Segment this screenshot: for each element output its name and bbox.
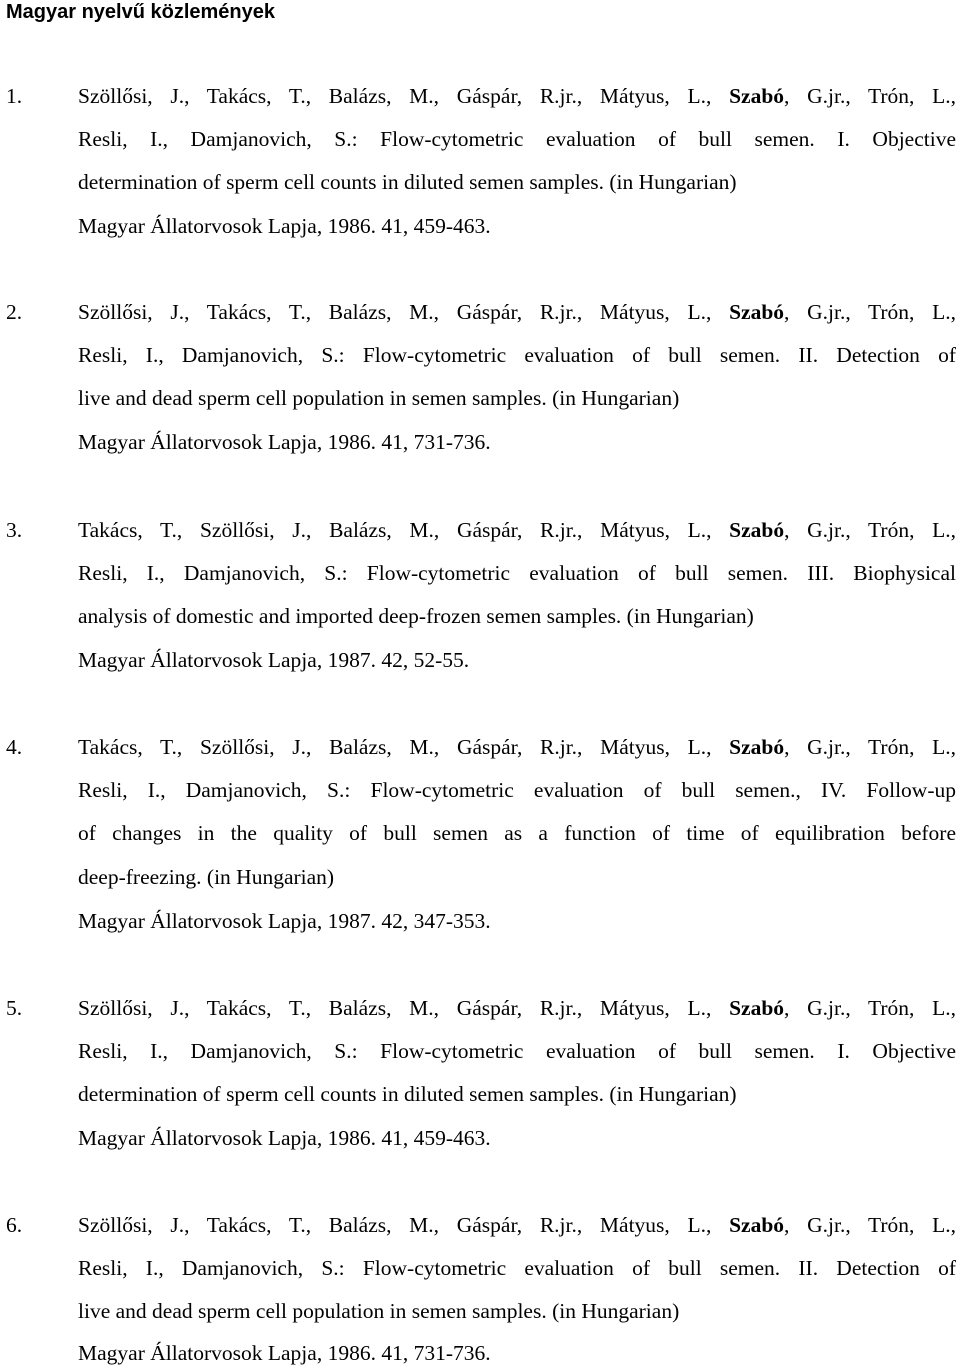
reference-number: 1. xyxy=(6,84,23,108)
reference-title-line: Resli, I., Damjanovich, S.: Flow-cytometric evaluation of bull semen. I. Objective xyxy=(78,1039,956,1063)
reference-journal: Magyar Állatorvosok Lapja, 1987. 42, 347-353. xyxy=(78,909,491,933)
reference-title-line: Resli, I., Damjanovich, S.: Flow-cytometric evaluation of bull semen. II. Detection of xyxy=(78,1256,956,1280)
reference-journal: Magyar Állatorvosok Lapja, 1986. 41, 459-463. xyxy=(78,214,491,238)
reference-authors: Szöllősi, J., Takács, T., Balázs, M., Gáspár, R.jr., Mátyus, L., Szabó, G.jr., Trón, L., xyxy=(78,996,956,1020)
reference-number: 3. xyxy=(6,518,23,542)
reference-title-line: live and dead sperm cell population in semen samples. (in Hungarian) xyxy=(78,386,680,410)
reference-title-line: determination of sperm cell counts in diluted semen samples. (in Hungarian) xyxy=(78,1082,737,1106)
reference-authors: Takács, T., Szöllősi, J., Balázs, M., Gáspár, R.jr., Mátyus, L., Szabó, G.jr., Trón, L., xyxy=(78,735,956,759)
highlighted-author: Szabó xyxy=(729,518,785,542)
reference-journal: Magyar Állatorvosok Lapja, 1986. 41, 731-736. xyxy=(78,1341,491,1365)
highlighted-author: Szabó xyxy=(729,84,785,108)
reference-number: 6. xyxy=(6,1213,23,1237)
reference-number: 4. xyxy=(6,735,23,759)
reference-title-line: deep-freezing. (in Hungarian) xyxy=(78,865,335,889)
reference-number: 5. xyxy=(6,996,23,1020)
reference-title-line: Resli, I., Damjanovich, S.: Flow-cytometric evaluation of bull semen. III. Biophysical xyxy=(78,561,956,585)
reference-authors: Szöllősi, J., Takács, T., Balázs, M., Gáspár, R.jr., Mátyus, L., Szabó, G.jr., Trón, L., xyxy=(78,84,956,108)
reference-journal: Magyar Állatorvosok Lapja, 1987. 42, 52-55. xyxy=(78,648,470,672)
reference-authors: Szöllősi, J., Takács, T., Balázs, M., Gáspár, R.jr., Mátyus, L., Szabó, G.jr., Trón, L., xyxy=(78,1213,956,1237)
reference-title-line: of changes in the quality of bull semen as a function of time of equilibration before xyxy=(78,821,956,845)
reference-authors: Szöllősi, J., Takács, T., Balázs, M., Gáspár, R.jr., Mátyus, L., Szabó, G.jr., Trón, L., xyxy=(78,300,956,324)
reference-title-line: analysis of domestic and imported deep-frozen semen samples. (in Hungarian) xyxy=(78,604,754,628)
reference-title-line: determination of sperm cell counts in diluted semen samples. (in Hungarian) xyxy=(78,170,737,194)
reference-authors: Takács, T., Szöllősi, J., Balázs, M., Gáspár, R.jr., Mátyus, L., Szabó, G.jr., Trón, L., xyxy=(78,518,956,542)
highlighted-author: Szabó xyxy=(729,735,785,759)
reference-title-line: live and dead sperm cell population in semen samples. (in Hungarian) xyxy=(78,1299,680,1323)
reference-number: 2. xyxy=(6,300,23,324)
highlighted-author: Szabó xyxy=(729,1213,785,1237)
reference-title-line: Resli, I., Damjanovich, S.: Flow-cytometric evaluation of bull semen., IV. Follow-up xyxy=(78,778,956,802)
highlighted-author: Szabó xyxy=(729,300,785,324)
section-heading: Magyar nyelvű közlemények xyxy=(6,1,276,23)
reference-journal: Magyar Állatorvosok Lapja, 1986. 41, 459-463. xyxy=(78,1126,491,1150)
reference-title-line: Resli, I., Damjanovich, S.: Flow-cytometric evaluation of bull semen. II. Detection of xyxy=(78,343,956,367)
reference-title-line: Resli, I., Damjanovich, S.: Flow-cytometric evaluation of bull semen. I. Objective xyxy=(78,127,956,151)
highlighted-author: Szabó xyxy=(729,996,785,1020)
reference-journal: Magyar Állatorvosok Lapja, 1986. 41, 731-736. xyxy=(78,430,491,454)
